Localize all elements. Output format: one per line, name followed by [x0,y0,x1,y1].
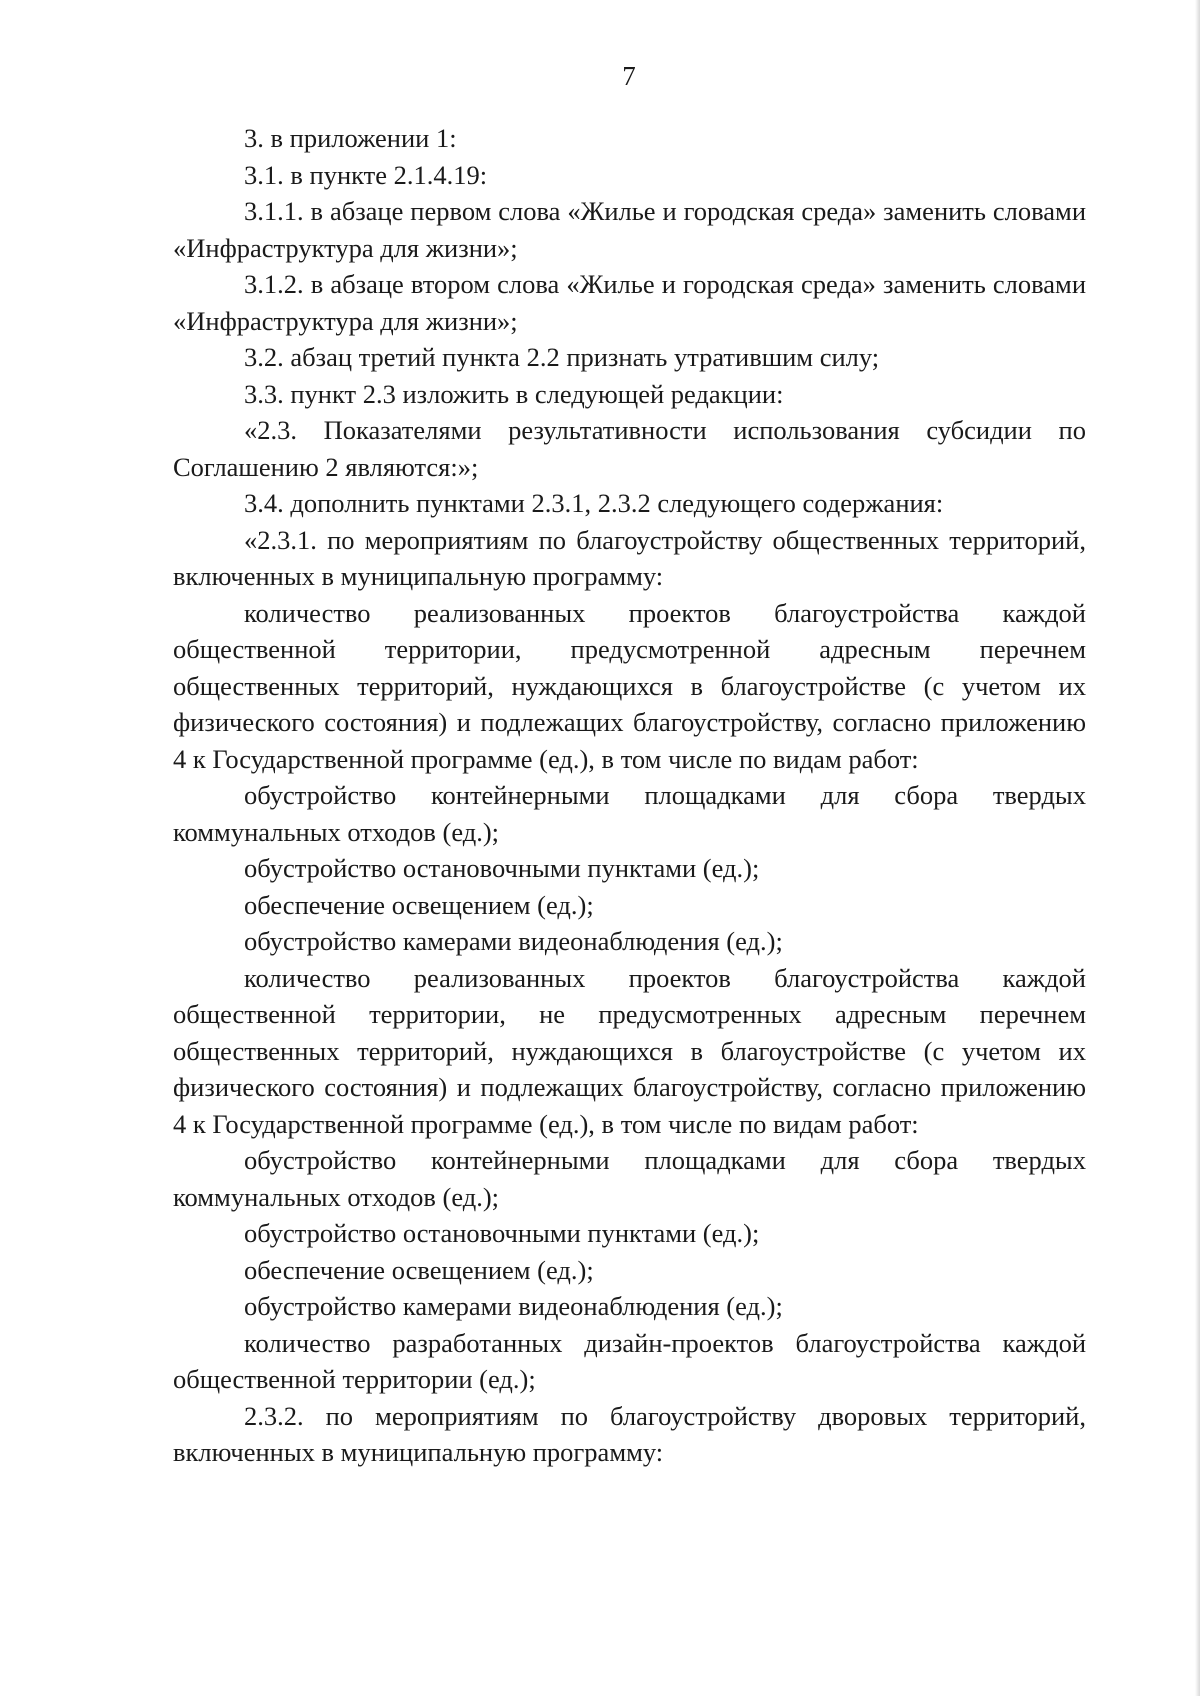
paragraph-stops-1: обустройство остановочными пунктами (ед.); [244,853,760,883]
paragraph-3-2: 3.2. абзац третий пункта 2.2 признать утратившим силу; [244,342,880,372]
paragraph-lighting-2: обеспечение освещением (ед.); [244,1254,594,1285]
paragraph-cameras-2: обустройство камерами видеонаблюдения (ед.); [244,1291,783,1321]
paragraph-3-4: 3.4. дополнить пунктами 2.3.1, 2.3.2 следующего содержания: [244,488,944,518]
paragraph-containers-2: обустройство контейнерными площадками для сбора твердых коммунальных отходов (ед.); [173,1145,1086,1212]
paragraph-containers-1: обустройство контейнерными площадками для сбора твердых коммунальных отходов (ед.); [173,780,1086,847]
paragraph-projects-listed: количество реализованных проектов благоустройства каждой общественной территории, предусмотренной адресным перечнем общественных территорий, нуждающихся в благоустройстве (с учетом их физического состояния) и подлежащих благоустройству, согласно приложению 4 к Государственной программе (ед.), в том числе по видам работ: [173,597,1086,774]
paragraph-cameras-1: обустройство камерами видеонаблюдения (ед.); [244,926,783,956]
paragraph-3-3: 3.3. пункт 2.3 изложить в следующей редакции: [244,378,784,409]
paragraph-design-projects: количество разработанных дизайн-проектов благоустройства каждой общественной территории (ед.); [173,1327,1086,1394]
paragraph-2-3-1: «2.3.1. по мероприятиям по благоустройству общественных территорий, включенных в муниципальную программу: [173,524,1086,591]
paragraph-lighting-1: обеспечение освещением (ед.); [244,889,594,920]
paragraph-stops-2: обустройство остановочными пунктами (ед.); [244,1218,760,1248]
page-number: 7 [622,61,636,91]
paragraph-3: 3. в приложении 1: [244,123,457,153]
paragraph-2-3-2: 2.3.2. по мероприятиям по благоустройству дворовых территорий, включенных в муниципальную программу: [173,1400,1086,1467]
paragraph-3-1-2: 3.1.2. в абзаце втором слова «Жилье и городская среда» заменить словами «Инфраструктура для жизни»; [173,269,1086,336]
paragraph-2-3-quote: «2.3. Показателями результативности использования субсидии по Соглашению 2 являются:»; [173,415,1086,482]
paragraph-3-1: 3.1. в пункте 2.1.4.19: [244,159,488,190]
page-edge-shadow [1195,0,1200,1696]
paragraph-3-1-1: 3.1.1. в абзаце первом слова «Жилье и городская среда» заменить словами «Инфраструктура для жизни»; [173,196,1086,263]
paragraph-projects-unlisted: количество реализованных проектов благоустройства каждой общественной территории, не предусмотренных адресным перечнем общественных территорий, нуждающихся в благоустройстве (с учетом их физического состояния) и подлежащих благоустройству, согласно приложению 4 к Государственной программе (ед.), в том числе по видам работ: [173,962,1086,1139]
document-body [173,120,1086,1471]
